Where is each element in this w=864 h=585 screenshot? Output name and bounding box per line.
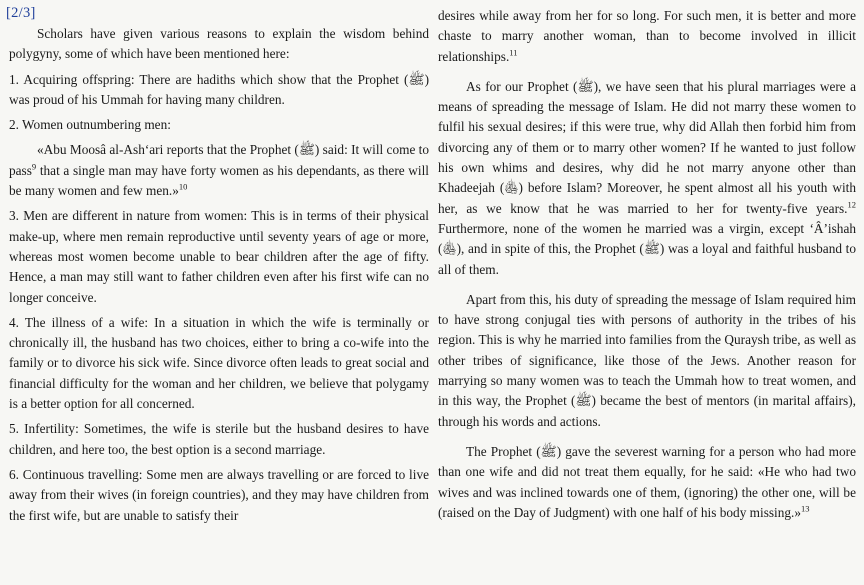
page-marker: [2/3] [6,5,36,21]
paragraph-intro: Scholars have given various reasons to explain the wisdom behind polygyny, some of which have been mentioned here: [9,26,429,62]
prophet-marriages-text-cont: Furthermore, none of the women he married was a virgin, except ‘Â’ishah (﵅), and in spite of this, the Prophet (ﷺ) was a loyal and faithful husband to all of them. [438,220,856,277]
paragraph-prophet-marriages [438,77,856,280]
hadith-quote-text: «Abu Moosâ al-Ash‘ari reports that the Prophet (ﷺ) said: It will come to pass [9,142,430,178]
left-column [9,24,429,526]
hadith-quote-text-cont: that a single man may have forty women as his dependants, as there will be many women and few men.» [9,162,429,199]
footnote-ref-13: 13 [801,503,810,514]
travelling-cont-text: desires while away from her for so long. For such men, it is better and more chaste to marry another woman, than to become involved in illicit relationships. [438,8,856,64]
footnote-ref-11: 11 [509,47,518,58]
paragraph-offspring: 1. Acquiring offspring: There are hadiths which show that the Prophet (ﷺ) was proud of his Ummah for having many children. [9,71,429,107]
paragraph-infertility: 5. Infertility: Sometimes, the wife is sterile but the husband desires to have children, and here too, the best option is a second marriage. [9,421,429,457]
paragraph-warning [438,442,856,523]
footnote-ref-12: 12 [847,199,856,210]
footnote-ref-9: 9 [31,161,37,172]
paragraph-travelling: 6. Continuous travelling: Some men are always travelling or are forced to live away from their wives (in foreign countries), and they may have children from the first wife, but are unable to satisfy their [9,466,429,523]
paragraph-women-outnumbering: 2. Women outnumbering men: [9,117,171,133]
paragraph-conjugal-ties: Apart from this, his duty of spreading the message of Islam required him to have strong conjugal ties with persons of authority in the tribes of his region. This is why he married into families from the Quraysh tribe, as well as other tribes of significance, like those of the Jews. Another reason for marrying so many women was to teach the Ummah how to treat women, and in this way, the Prophet (ﷺ) became the best of mentors (in marital affairs), through his words and actions. [438,291,856,429]
warning-text: The Prophet (ﷺ) gave the severest warning for a person who had more than one wife and did not treat them equally, for he said: «He who had two wives and was inclined towards one of them, (ignoring) the other one, will be (raised on the Day of Judgment) with one half of his body missing.» [438,443,856,520]
paragraph-nature-difference: 3. Men are different in nature from women: This is in terms of their physical make-up, where men remain reproductive until seventy years of age or more, whereas most women become unable to bear children after the age of fifty. Hence, a man may still want to father children even after his first wife can no longer conceive. [9,208,429,305]
paragraph-hadith-quote [9,140,429,201]
paragraph-illness: 4. The illness of a wife: In a situation in which the wife is terminally or chronically ill, the husband has two choices, either to bring a co-wife into the family or to divorce his sick wife. Since divorce often leads to great social and financial difficulty for the woman and her children, we believe that polygamy is a better option for all concerned. [9,314,429,412]
right-column [438,6,856,523]
paragraph-travelling-cont [438,6,856,67]
prophet-marriages-text: As for our Prophet (ﷺ), we have seen that his plural marriages were a means of spreading the message of Islam. He did not marry these women to fulfil his sexual desires; if this were true, why did Allah then forbid him from divorcing any of them or to marry other women? If he wanted to just follow his own whims and desires, why did he not marry anyone other than Khadeejah (﵅) before Islam? Moreover, he spent almost all his youth with her, as we know that he was married to her for twenty-five years. [438,78,856,216]
footnote-ref-10: 10 [178,181,188,192]
